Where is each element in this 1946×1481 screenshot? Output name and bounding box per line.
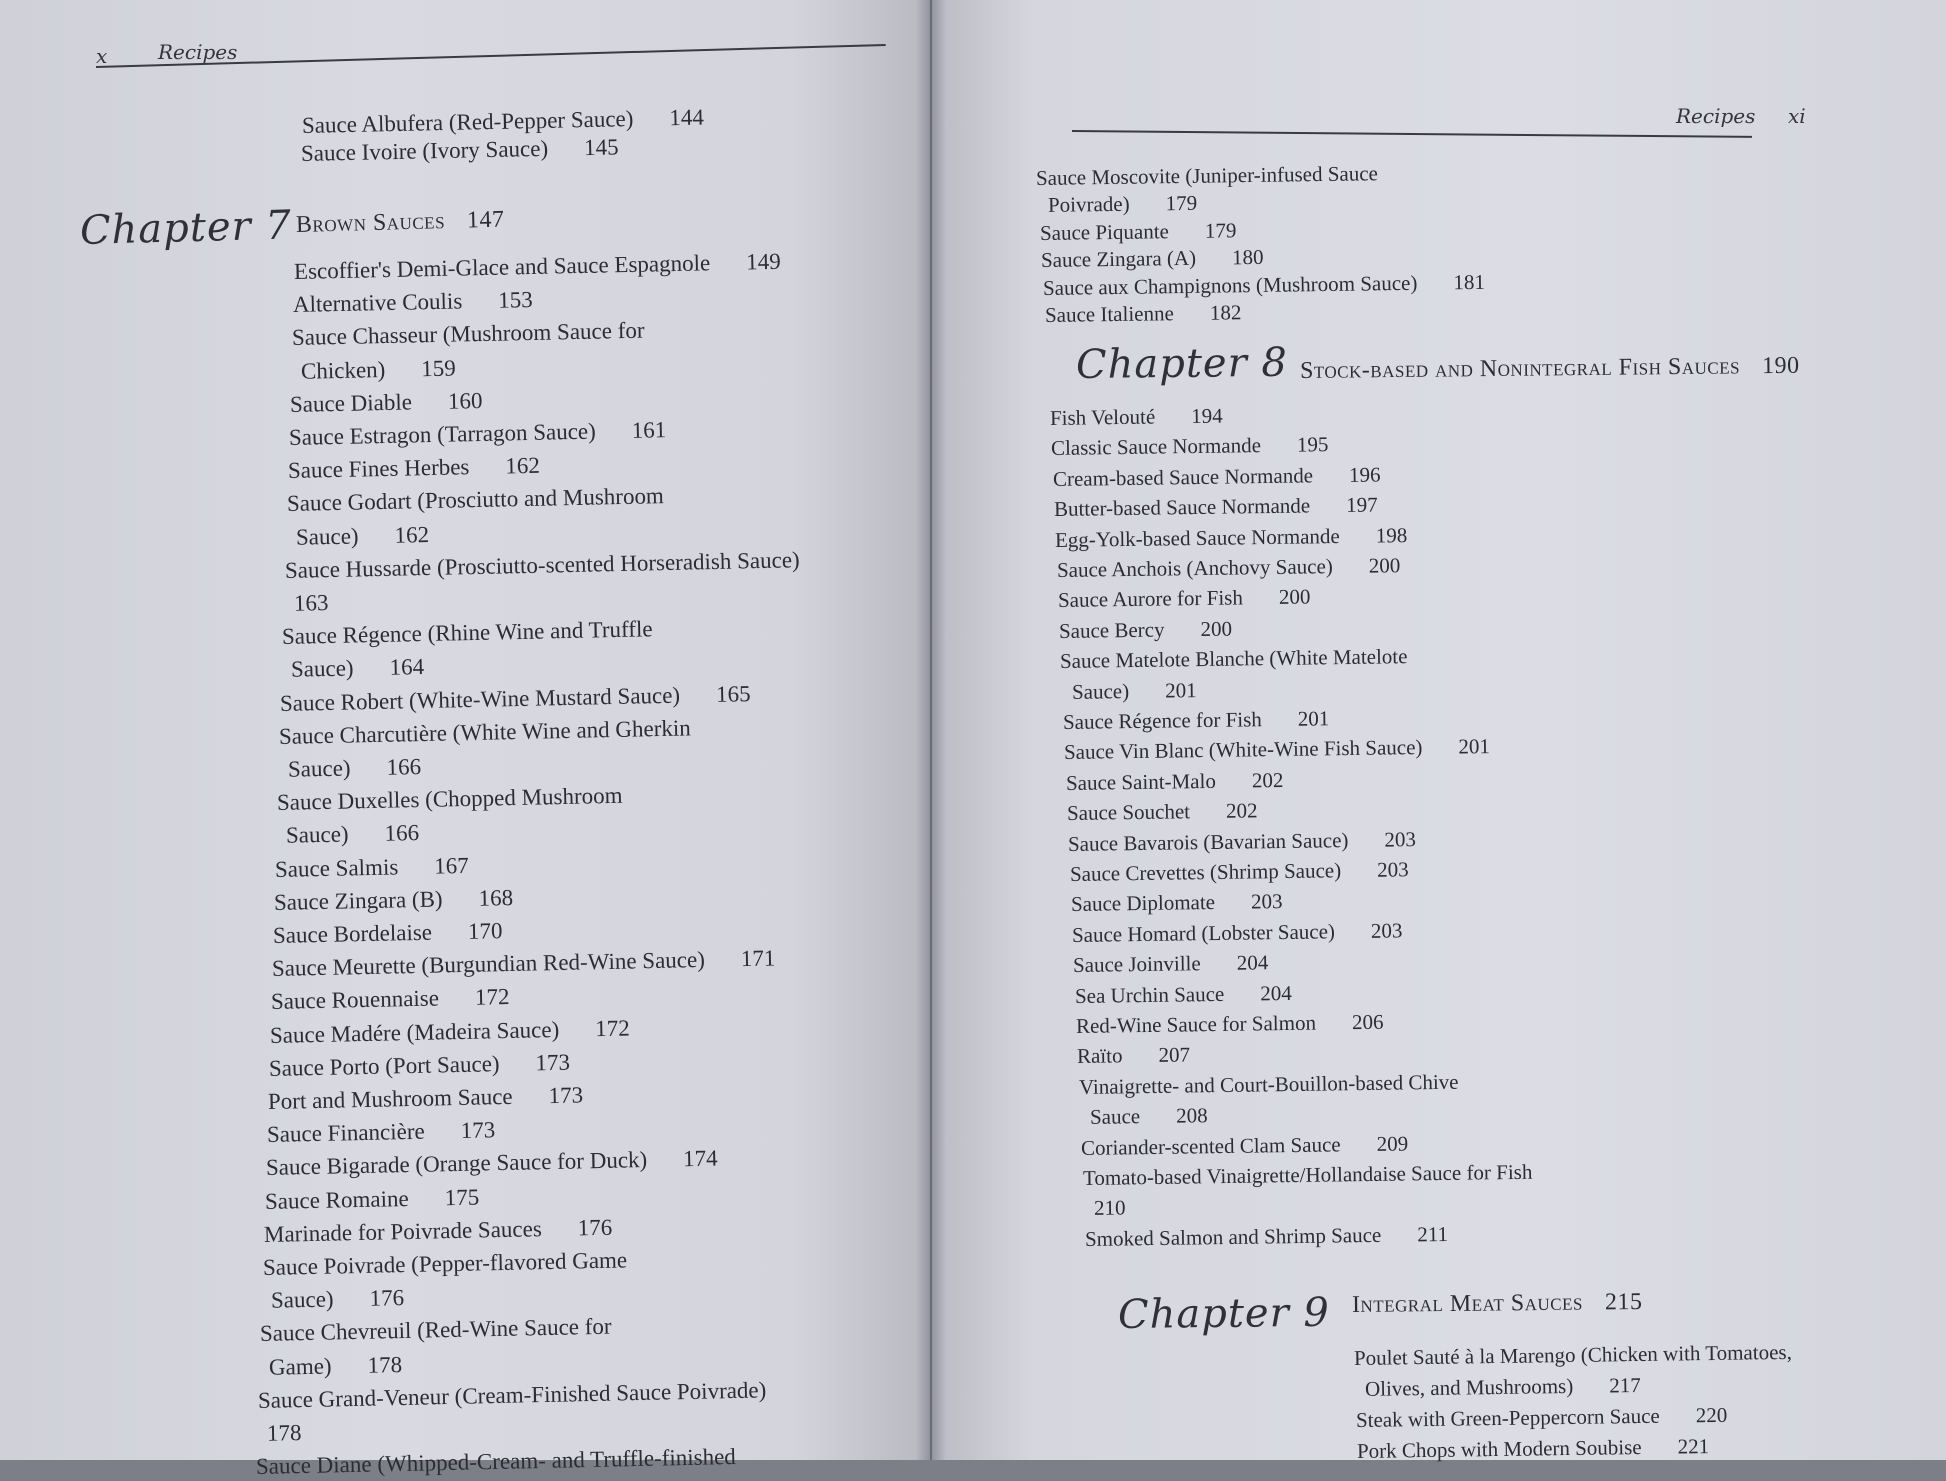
toc-entry-title: Sauce Grand-Veneur (Cream-Finished Sauce Poivrade) xyxy=(258,1377,767,1413)
toc-entry-page: 159 xyxy=(420,355,456,381)
toc-entry xyxy=(286,483,663,519)
toc-entry xyxy=(1043,267,1485,301)
toc-entry xyxy=(259,1351,403,1382)
toc-entry-title: 178 xyxy=(266,1420,302,1446)
toc-entry-page: 220 xyxy=(1695,1402,1728,1428)
toc-entry-title: Sauce Homard (Lobster Sauce) xyxy=(1071,919,1336,947)
toc-entry-title: Smoked Salmon and Shrimp Sauce xyxy=(1084,1222,1382,1251)
right-folio: xi xyxy=(1788,104,1806,128)
toc-entry-title: Port and Mushroom Sauce xyxy=(267,1083,513,1114)
toc-entry-title: Sauce Souchet xyxy=(1066,799,1191,826)
toc-entry xyxy=(1071,887,1283,918)
toc-entry-title: Vinaigrette- and Court-Bouillon-based Chive xyxy=(1078,1069,1459,1099)
toc-entry-title: Sauce xyxy=(1089,1104,1141,1130)
toc-entry-title: Sauce Saint-Malo xyxy=(1065,768,1216,795)
toc-entry-page: 162 xyxy=(504,452,540,479)
toc-entry xyxy=(1060,642,1408,675)
toc-entry xyxy=(278,753,422,784)
toc-entry xyxy=(266,1116,495,1149)
toc-entry-title: Sauce) xyxy=(285,821,349,849)
toc-entry-title: Coriander-scented Clam Sauce xyxy=(1081,1131,1341,1160)
toc-entry-title: Sauce Régence for Fish xyxy=(1062,707,1263,734)
toc-entry xyxy=(1039,216,1236,247)
toc-entry xyxy=(272,945,776,984)
toc-entry-page: 208 xyxy=(1175,1103,1208,1128)
toc-entry-title: Sauce) xyxy=(271,1286,335,1313)
toc-entry-page: 168 xyxy=(478,884,514,911)
toc-entry xyxy=(1041,243,1264,274)
toc-entry xyxy=(1073,948,1269,979)
toc-entry-title: Sauce Poivrade (Pepper-flavored Game xyxy=(262,1247,627,1280)
toc-entry xyxy=(1067,797,1258,828)
toc-entry-page: 176 xyxy=(369,1285,405,1311)
toc-entry-title: Sauce Romaine xyxy=(264,1185,409,1214)
toc-entry-title: Marinade for Poivrade Sauces xyxy=(263,1215,542,1247)
toc-entry xyxy=(277,782,623,817)
toc-entry-page: 197 xyxy=(1345,492,1378,518)
toc-entry xyxy=(271,983,510,1016)
toc-entry-page: 160 xyxy=(447,387,483,414)
toc-entry-title: Game) xyxy=(269,1353,333,1380)
toc-entry-page: 162 xyxy=(393,521,429,548)
chapter-9-title-text: Integral Meat Sauces xyxy=(1351,1289,1584,1318)
toc-entry xyxy=(1061,676,1196,706)
toc-entry-title: Olives, and Mushrooms) xyxy=(1364,1373,1574,1401)
toc-entry-page: 203 xyxy=(1370,918,1403,943)
toc-entry-page: 203 xyxy=(1250,889,1283,914)
toc-entry-title: Sauce Bordelaise xyxy=(272,919,433,948)
toc-entry-page: 144 xyxy=(669,104,705,131)
toc-entry-page: 204 xyxy=(1236,950,1269,975)
toc-entry-title: Sauce) xyxy=(287,755,352,782)
toc-entry xyxy=(1068,825,1416,858)
toc-entry-title: Sauce Vin Blanc (White-Wine Fish Sauce) xyxy=(1064,735,1423,765)
toc-entry xyxy=(1064,732,1490,766)
toc-entry xyxy=(1051,431,1329,463)
toc-entry xyxy=(257,1419,302,1448)
toc-entry xyxy=(1357,1432,1710,1465)
chapter-7-label: Chapter 7 xyxy=(79,202,293,254)
toc-entry-title: Sauce Zingara (B) xyxy=(273,886,443,915)
toc-entry xyxy=(273,917,503,950)
chapter-9-title xyxy=(1352,1289,1643,1319)
toc-entry-page: 167 xyxy=(434,852,470,879)
toc-entry-page: 180 xyxy=(1232,245,1265,270)
toc-entry-title: Sauce Rouennaise xyxy=(270,985,440,1015)
toc-entry xyxy=(279,714,691,751)
toc-entry xyxy=(294,248,781,286)
toc-entry-page: 166 xyxy=(386,754,422,780)
toc-entry-page: 203 xyxy=(1376,857,1409,882)
toc-entry-page: 172 xyxy=(594,1015,630,1041)
toc-entry-title: Raïto xyxy=(1077,1043,1123,1069)
toc-entry-page: 164 xyxy=(389,654,425,681)
toc-entry-title: Sauce Salmis xyxy=(274,854,399,882)
toc-entry-page: 202 xyxy=(1225,798,1258,823)
toc-entry-title: Sauce Robert (White-Wine Mustard Sauce) xyxy=(280,682,681,716)
toc-entry-title: Escoffier's Demi-Glace and Sauce Espagnole xyxy=(293,250,711,284)
toc-entry-title: Fish Velouté xyxy=(1049,404,1156,430)
chapter-7-title xyxy=(296,207,505,239)
toc-entry-title: 210 xyxy=(1093,1195,1126,1221)
toc-entry-page: 172 xyxy=(474,984,510,1011)
toc-entry xyxy=(1056,551,1400,584)
toc-entry xyxy=(1072,916,1403,949)
toc-entry-page: 176 xyxy=(577,1214,613,1241)
left-folio: x xyxy=(96,44,108,68)
toc-entry-title: Red-Wine Sauce for Salmon xyxy=(1075,1010,1317,1038)
toc-entry-page: 207 xyxy=(1158,1042,1191,1068)
toc-entry xyxy=(1355,1371,1641,1403)
chapter-8-title-text: Stock-based and Nonintegral Fish Sauces xyxy=(1299,353,1741,384)
toc-entry-title: Sauce Estragon (Tarragon Sauce) xyxy=(288,418,596,450)
toc-entry-page: 194 xyxy=(1191,403,1223,429)
toc-entry-page: 181 xyxy=(1453,269,1486,294)
toc-entry-title: Sauce Godart (Prosciutto and Mushroom xyxy=(286,483,664,517)
toc-entry xyxy=(1058,583,1311,615)
toc-entry-page: 211 xyxy=(1417,1221,1449,1247)
toc-entry xyxy=(275,852,469,884)
book-gutter xyxy=(916,0,946,1460)
toc-entry-page: 170 xyxy=(467,918,503,944)
toc-entry-title: Sauce Meurette (Burgundian Red-Wine Sauce) xyxy=(271,947,706,982)
toc-entry-page: 200 xyxy=(1200,616,1233,641)
right-header-rule xyxy=(1072,130,1752,138)
toc-entry-title: Classic Sauce Normande xyxy=(1051,433,1262,461)
toc-entry xyxy=(270,1014,630,1050)
toc-entry-page: 166 xyxy=(384,820,420,847)
toc-entry xyxy=(1038,189,1198,219)
toc-entry-title: Sauce Charcutière (White Wine and Gherkin xyxy=(279,715,692,749)
toc-entry-title: Sauce Fines Herbes xyxy=(287,454,470,484)
toc-entry-title: Egg-Yolk-based Sauce Normande xyxy=(1055,523,1341,552)
toc-entry-page: 173 xyxy=(535,1049,571,1076)
toc-entry-title: Sauce Crevettes (Shrimp Sauce) xyxy=(1069,858,1341,886)
chapter-7-title-text: Brown Sauces xyxy=(295,208,446,238)
toc-entry xyxy=(1054,491,1378,524)
toc-entry-title: Pork Chops with Modern Soubise xyxy=(1356,1435,1642,1463)
toc-entry xyxy=(1069,855,1408,888)
toc-entry-page: 161 xyxy=(631,417,667,443)
toc-entry xyxy=(1354,1338,1792,1372)
chapter-9-label: Chapter 9 xyxy=(1117,1289,1331,1338)
toc-entry-title: Sauce Madére (Madeira Sauce) xyxy=(269,1016,560,1048)
chapter-8-label: Chapter 8 xyxy=(1075,339,1289,388)
toc-entry-title: Butter-based Sauce Normande xyxy=(1053,493,1311,522)
toc-entry-title: Sauce Chasseur (Mushroom Sauce for xyxy=(291,318,645,351)
toc-entry xyxy=(1055,521,1408,554)
toc-entry xyxy=(293,286,533,319)
toc-entry-page: 165 xyxy=(716,680,752,707)
chapter-9-page: 215 xyxy=(1604,1288,1643,1316)
toc-entry xyxy=(1074,979,1291,1010)
toc-entry xyxy=(1052,460,1380,493)
toc-entry xyxy=(1081,1129,1409,1162)
toc-entry-title: Sauce Ivoire (Ivory Sauce) xyxy=(300,135,549,166)
toc-entry-title: Sauce Régence (Rhine Wine and Truffle xyxy=(282,616,654,650)
toc-entry xyxy=(282,615,653,651)
toc-entry-page: 182 xyxy=(1209,300,1242,325)
toc-entry xyxy=(1045,298,1242,329)
toc-entry-page: 204 xyxy=(1259,980,1292,1006)
toc-entry-page: 221 xyxy=(1677,1434,1710,1459)
toc-entry-page: 200 xyxy=(1278,584,1311,610)
toc-entry-title: Sauce Diplomate xyxy=(1070,890,1215,917)
toc-entry-page: 175 xyxy=(444,1184,480,1210)
toc-entry-page: 179 xyxy=(1165,191,1198,216)
toc-entry-page: 203 xyxy=(1384,826,1417,852)
toc-entry-title: Sauce) xyxy=(1071,678,1129,704)
toc-entry xyxy=(280,680,751,718)
toc-entry xyxy=(260,1313,612,1348)
toc-entry xyxy=(285,521,429,552)
toc-entry-title: Sauce Duxelles (Chopped Mushroom xyxy=(276,782,623,816)
toc-entry-page: 200 xyxy=(1368,553,1400,578)
toc-entry xyxy=(291,354,456,385)
toc-entry xyxy=(1080,1101,1208,1131)
toc-entry-page: 201 xyxy=(1458,734,1491,759)
toc-entry-page: 173 xyxy=(460,1117,496,1144)
toc-entry-title: Poulet Sauté à la Marengo (Chicken with Tomatoes, xyxy=(1353,1339,1793,1370)
toc-entry-page: 153 xyxy=(497,287,533,313)
toc-entry-title: Sauce Zingara (A) xyxy=(1041,246,1197,273)
chapter-7-page: 147 xyxy=(466,206,505,234)
toc-entry xyxy=(1356,1401,1728,1434)
toc-entry xyxy=(1036,159,1378,192)
toc-entry-title: Sauce Matelote Blanche (White Matelote xyxy=(1060,644,1409,674)
toc-entry-title: Chicken) xyxy=(300,356,386,384)
toc-entry-page: 209 xyxy=(1376,1131,1409,1156)
toc-entry-page: 149 xyxy=(745,248,781,275)
toc-entry-page: 178 xyxy=(367,1351,403,1378)
right-page xyxy=(932,0,1946,1463)
toc-entry xyxy=(1065,766,1283,797)
toc-entry-title: Sauce) xyxy=(295,523,359,550)
toc-entry xyxy=(287,452,539,485)
toc-entry-title: Sauce Chevreuil (Red-Wine Sauce for xyxy=(260,1314,613,1347)
toc-entry-page: 174 xyxy=(682,1145,718,1172)
toc-entry xyxy=(302,104,704,140)
toc-entry-page: 198 xyxy=(1375,522,1408,548)
toc-entry-page: 196 xyxy=(1348,462,1381,487)
right-running-title: Recipes xyxy=(1676,104,1756,128)
toc-entry xyxy=(1078,1067,1458,1100)
toc-entry xyxy=(290,387,483,419)
chapter-8-title xyxy=(1300,353,1800,385)
toc-entry-title: Sauce aux Champignons (Mushroom Sauce) xyxy=(1043,270,1418,300)
toc-entry-page: 145 xyxy=(583,134,619,161)
toc-entry-page: 201 xyxy=(1164,677,1197,703)
left-page xyxy=(0,0,930,1480)
toc-entry xyxy=(1076,1008,1384,1040)
toc-entry xyxy=(1084,1194,1126,1223)
toc-entry xyxy=(256,1443,736,1481)
toc-entry xyxy=(288,416,666,452)
toc-entry xyxy=(301,133,619,168)
chapter-8-page: 190 xyxy=(1761,352,1800,380)
toc-entry-title: Sea Urchin Sauce xyxy=(1074,981,1225,1008)
toc-entry-title: Alternative Coulis xyxy=(292,288,463,318)
toc-entry-title: Sauce Italienne xyxy=(1044,301,1175,327)
toc-entry-title: Sauce Anchois (Anchovy Sauce) xyxy=(1056,554,1333,582)
toc-entry xyxy=(1059,614,1232,644)
toc-entry xyxy=(261,1284,405,1315)
toc-entry-page: 195 xyxy=(1297,432,1329,457)
toc-entry-title: Poivrade) xyxy=(1047,192,1130,218)
toc-entry-title: Sauce Bercy xyxy=(1058,617,1165,643)
toc-entry xyxy=(258,1376,767,1415)
toc-entry xyxy=(267,1081,583,1116)
toc-entry xyxy=(262,1246,627,1282)
left-running-title: Recipes xyxy=(158,40,238,64)
toc-entry xyxy=(292,317,645,352)
toc-entry-title: Sauce Financière xyxy=(266,1118,425,1148)
toc-entry xyxy=(284,546,799,585)
toc-entry-title: Cream-based Sauce Normande xyxy=(1052,463,1313,491)
toc-entry xyxy=(1050,402,1223,432)
toc-entry xyxy=(1082,1158,1532,1192)
toc-entry-title: Sauce Diable xyxy=(289,389,413,417)
toc-entry-title: 163 xyxy=(293,590,329,616)
toc-entry-page: 171 xyxy=(740,945,776,972)
toc-entry xyxy=(1063,704,1330,736)
toc-entry-page: 179 xyxy=(1204,218,1237,243)
toc-entry-title: Sauce) xyxy=(291,655,355,683)
toc-entry-page: 173 xyxy=(548,1082,584,1109)
toc-entry-title: Sauce Bavarois (Bavarian Sauce) xyxy=(1068,827,1349,856)
toc-entry-title: Sauce Diane (Whipped-Cream- and Truffle-finished xyxy=(255,1444,737,1480)
toc-entry-title: Sauce Piquante xyxy=(1039,218,1169,245)
toc-entry xyxy=(265,1145,717,1182)
toc-entry xyxy=(264,1183,479,1215)
toc-entry-title: Sauce Hussarde (Prosciutto-scented Horseradish Sauce) xyxy=(284,547,800,583)
toc-entry xyxy=(281,653,425,684)
toc-entry-page: 201 xyxy=(1297,706,1330,731)
toc-entry-title: Sauce Bigarade (Orange Sauce for Duck) xyxy=(265,1147,648,1181)
toc-entry xyxy=(263,1214,612,1249)
toc-entry-title: Sauce Albufera (Red-Pepper Sauce) xyxy=(301,106,634,138)
toc-entry xyxy=(1077,1041,1190,1071)
toc-entry xyxy=(274,884,514,917)
toc-entry-page: 206 xyxy=(1351,1009,1384,1035)
toc-entry-page: 217 xyxy=(1609,1373,1641,1398)
toc-entry-title: Tomato-based Vinaigrette/Hollandaise Sauce for Fish xyxy=(1082,1159,1533,1190)
toc-entry xyxy=(269,1048,571,1082)
toc-entry xyxy=(1085,1220,1448,1253)
toc-entry-title: Sauce Aurore for Fish xyxy=(1057,585,1243,613)
toc-entry-title: Sauce Porto (Port Sauce) xyxy=(268,1050,500,1081)
toc-entry-title: Sauce Joinville xyxy=(1073,951,1202,978)
toc-entry-title: Steak with Green-Peppercorn Sauce xyxy=(1355,1403,1660,1432)
toc-entry xyxy=(283,589,328,618)
toc-entry xyxy=(276,819,420,850)
toc-entry-title: Sauce Moscovite (Juniper-infused Sauce xyxy=(1035,161,1379,190)
toc-entry-page: 202 xyxy=(1251,767,1284,793)
